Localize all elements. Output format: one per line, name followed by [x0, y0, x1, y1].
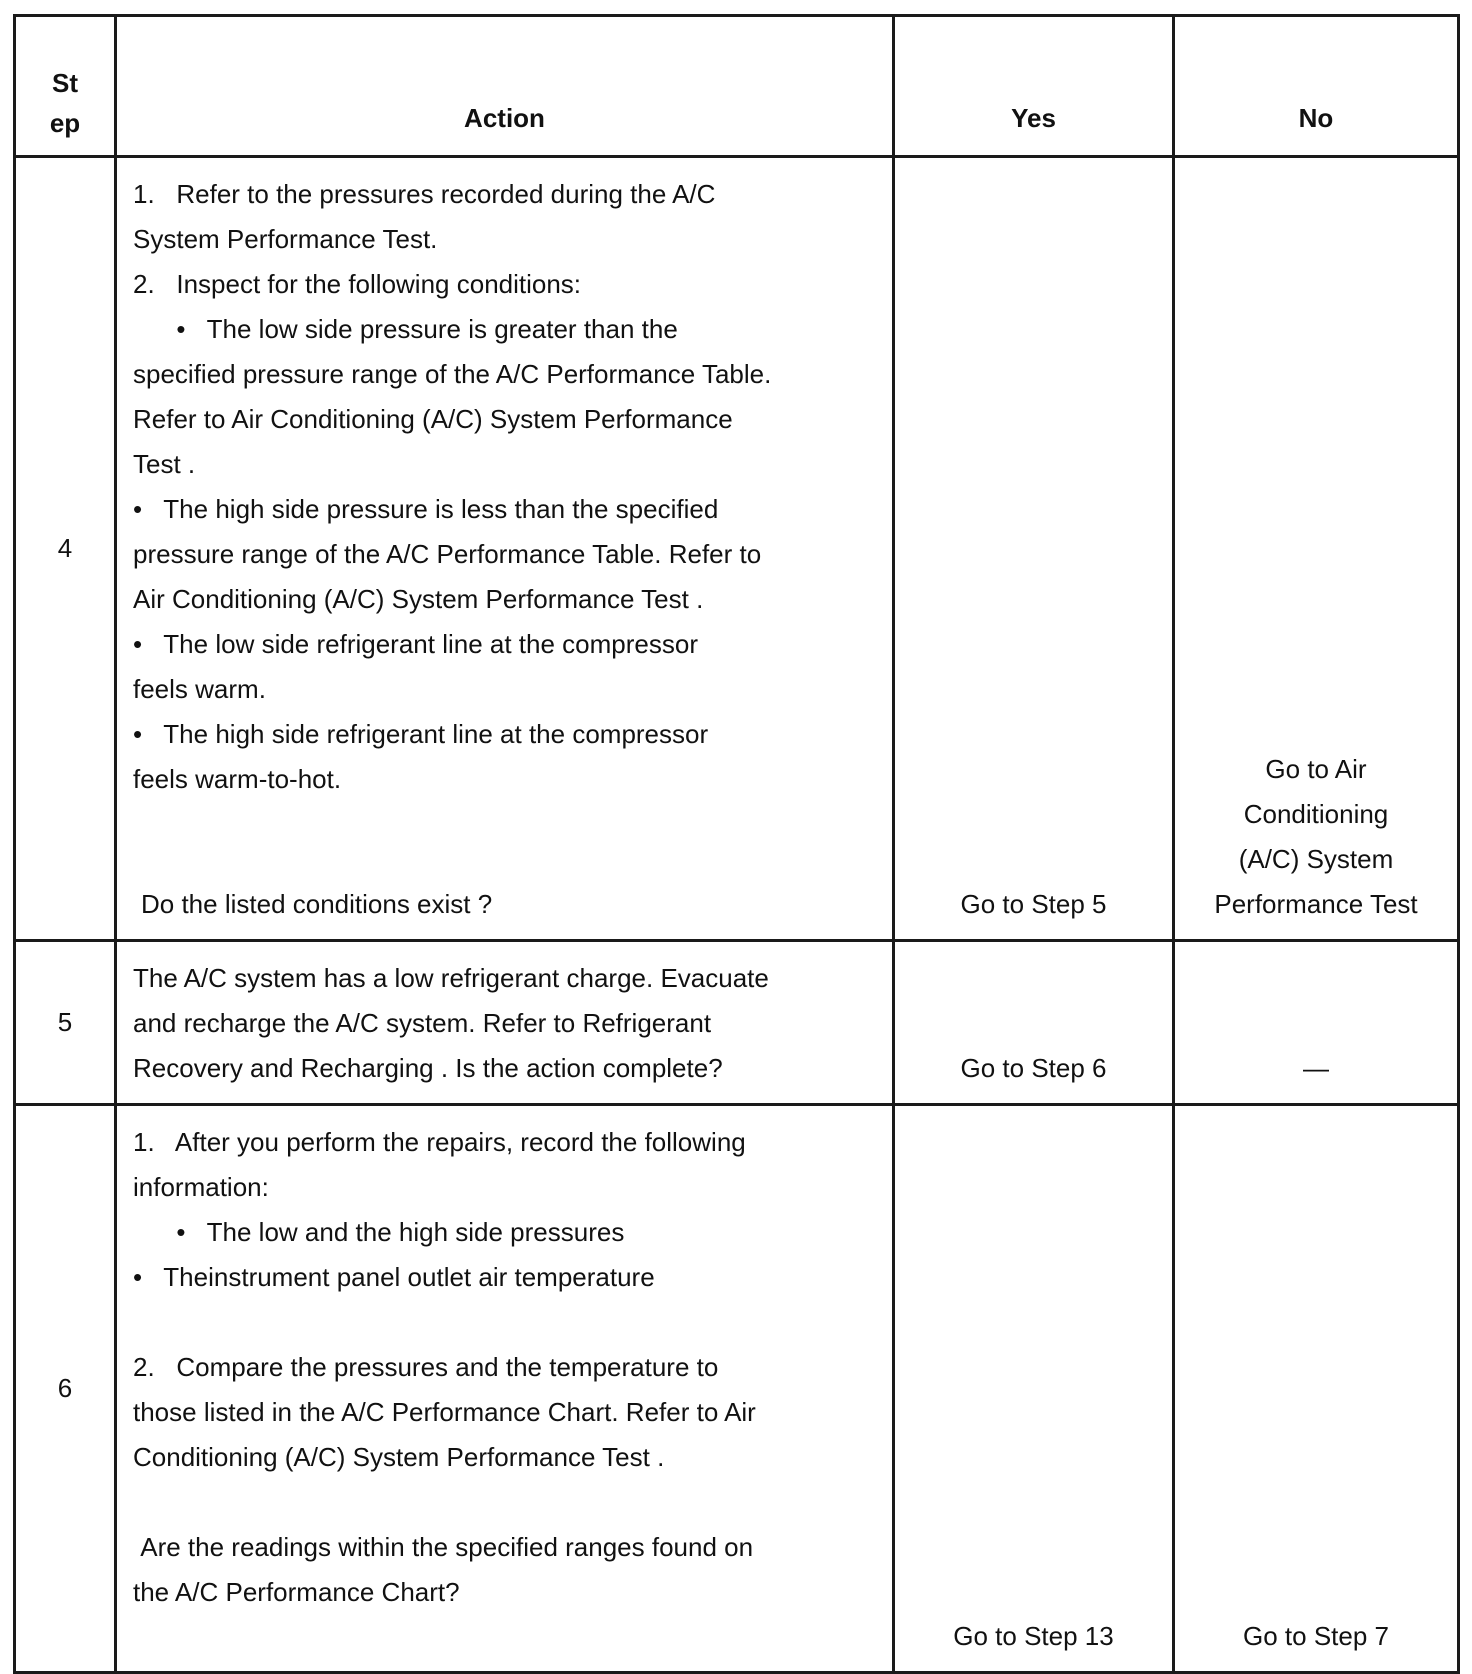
action-header: Action	[116, 16, 894, 157]
header-row	[15, 16, 1459, 157]
yes-cell: Go to Step 6	[894, 941, 1174, 1105]
action-line: Test .	[133, 449, 196, 479]
action-line: specified pressure range of the A/C Performance Table.	[133, 359, 772, 389]
no-line: Conditioning	[1243, 799, 1389, 829]
yes-header: Yes	[894, 16, 1174, 157]
no-cell: —	[1174, 941, 1459, 1105]
action-line: The A/C system has a low refrigerant charge. Evacuate	[133, 963, 769, 993]
no-line: Performance Test	[1214, 889, 1418, 919]
diagnostic-table	[13, 14, 1460, 1674]
no-cell: Go to Step 7	[1174, 1105, 1459, 1673]
action-line: • The low and the high side pressures	[133, 1217, 625, 1247]
action-line: information:	[133, 1172, 269, 1202]
step-header-line2: ep	[49, 108, 81, 138]
step-number: 5	[15, 941, 116, 1105]
action-cell	[116, 941, 894, 1105]
no-line: Go to Air	[1265, 754, 1367, 784]
action-line: Conditioning (A/C) System Performance Test .	[133, 1442, 665, 1472]
action-line: those listed in the A/C Performance Chart. Refer to Air	[133, 1397, 756, 1427]
action-line: • The low side refrigerant line at the compressor	[133, 629, 698, 659]
question-text: Do the listed conditions exist ?	[141, 889, 493, 919]
action-line: 2. Inspect for the following conditions:	[133, 269, 582, 299]
action-line: Air Conditioning (A/C) System Performance Test .	[133, 584, 704, 614]
action-line: Recovery and Recharging . Is the action complete?	[133, 1053, 723, 1083]
action-line: 1. After you perform the repairs, record the following	[133, 1127, 746, 1157]
action-line: 1. Refer to the pressures recorded during the A/C	[133, 179, 716, 209]
table-row-step-4	[15, 157, 1459, 941]
action-cell	[116, 157, 894, 941]
action-line: and recharge the A/C system. Refer to Refrigerant	[133, 1008, 712, 1038]
step-header-line1: St	[52, 68, 78, 98]
no-cell	[1174, 157, 1459, 941]
action-line: Refer to Air Conditioning (A/C) System Performance	[133, 404, 733, 434]
action-line: feels warm.	[133, 674, 266, 704]
action-line: pressure range of the A/C Performance Table. Refer to	[133, 539, 762, 569]
action-line: • The high side pressure is less than the specified	[133, 494, 719, 524]
no-header: No	[1174, 16, 1459, 157]
no-line: (A/C) System	[1238, 844, 1394, 874]
action-line: • The high side refrigerant line at the compressor	[133, 719, 709, 749]
action-line: • Theinstrument panel outlet air temperature	[133, 1262, 655, 1292]
action-line: feels warm-to-hot.	[133, 764, 342, 794]
question-text: Are the readings within the specified ranges found on	[133, 1532, 754, 1562]
action-line: System Performance Test.	[133, 224, 438, 254]
action-line: • The low side pressure is greater than the	[133, 314, 678, 344]
question-text: the A/C Performance Chart?	[133, 1577, 460, 1607]
yes-cell: Go to Step 13	[894, 1105, 1174, 1673]
spacer	[133, 1480, 872, 1525]
action-line: 2. Compare the pressures and the temperature to	[133, 1352, 719, 1382]
table-row-step-6	[15, 1105, 1459, 1673]
spacer	[133, 1300, 872, 1345]
step-number: 6	[15, 1105, 116, 1673]
spacer	[133, 802, 872, 882]
yes-cell: Go to Step 5	[894, 157, 1174, 941]
table-row-step-5	[15, 941, 1459, 1105]
step-number: 4	[15, 157, 116, 941]
step-header	[15, 16, 116, 157]
action-cell	[116, 1105, 894, 1673]
